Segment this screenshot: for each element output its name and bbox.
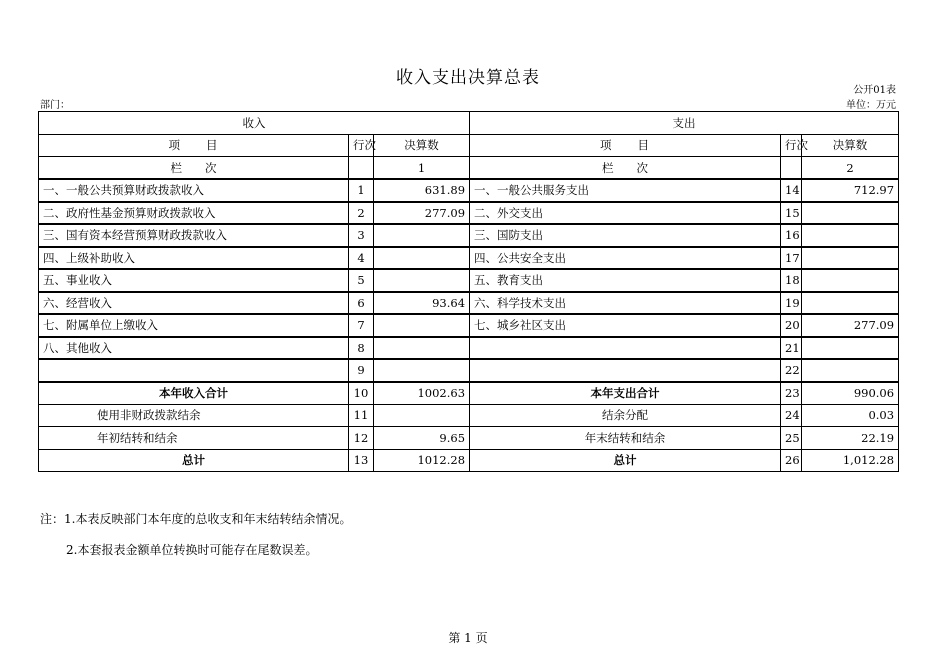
column-header-row [39,134,899,157]
carryover-row [39,427,899,450]
income-line-no: 3 [349,224,374,247]
page-number: 第 1 页 [448,631,488,645]
table-row [39,269,899,292]
income-item: 一、一般公共预算财政拨款收入 [39,179,349,202]
income-line-no: 9 [349,359,374,382]
income-column-number: 1 [374,157,470,180]
nonfiscal-surplus-row [39,404,899,427]
expense-column-number: 2 [802,157,899,180]
expense-amount [802,359,899,382]
income-annual-total-label: 本年收入合计 [39,382,349,405]
income-line-no: 8 [349,337,374,360]
income-item: 三、国有资本经营预算财政拨款收入 [39,224,349,247]
income-grand-total-label: 总计 [39,449,349,472]
expense-ending-carryover-line: 25 [781,427,802,450]
income-item: 五、事业收入 [39,269,349,292]
expense-amount [802,224,899,247]
expense-item [470,337,781,360]
expense-annual-total-label: 本年支出合计 [470,382,781,405]
expense-line-no: 21 [781,337,802,360]
expense-item [470,359,781,382]
income-item: 七、附属单位上缴收入 [39,314,349,337]
income-amount [374,247,470,270]
income-amount [374,359,470,382]
note-1: 注：1.本表反映部门本年度的总收支和年末结转结余情况。 [40,512,352,526]
expense-line-header: 行次 [781,134,802,157]
income-line-no: 6 [349,292,374,315]
expense-amount: 712.97 [802,179,899,202]
column-number-row [39,157,899,180]
expense-item: 五、教育支出 [470,269,781,292]
table-row [39,292,899,315]
income-item: 四、上级补助收入 [39,247,349,270]
income-amount [374,224,470,247]
income-line-no: 5 [349,269,374,292]
income-item: 二、政府性基金预算财政拨款收入 [39,202,349,225]
income-amount: 93.64 [374,292,470,315]
income-nonfiscal-surplus-line: 11 [349,404,374,427]
income-column-label: 栏 次 [39,157,349,180]
expense-amount: 277.09 [802,314,899,337]
table-row [39,224,899,247]
income-amount [374,337,470,360]
income-item: 八、其他收入 [39,337,349,360]
grand-total-row [39,449,899,472]
income-amount [374,314,470,337]
expense-grand-total-amount: 1,012.28 [802,449,899,472]
expense-surplus-allocation-amount: 0.03 [802,404,899,427]
expense-surplus-allocation-label: 结余分配 [470,404,781,427]
income-amount-header: 决算数 [374,134,470,157]
income-item [39,359,349,382]
income-beginning-carryover-line: 12 [349,427,374,450]
income-amount: 277.09 [374,202,470,225]
income-line-header: 行次 [349,134,374,157]
income-amount [374,269,470,292]
table-row [39,202,899,225]
table-row [39,179,899,202]
expense-grand-total-line: 26 [781,449,802,472]
section-header-row [39,112,899,135]
income-line-no: 7 [349,314,374,337]
expense-annual-total-amount: 990.06 [802,382,899,405]
income-beginning-carryover-amount: 9.65 [374,427,470,450]
expense-item: 二、外交支出 [470,202,781,225]
expense-amount-header: 决算数 [802,134,899,157]
income-grand-total-line: 13 [349,449,374,472]
expense-item: 六、科学技术支出 [470,292,781,315]
expense-line-no: 18 [781,269,802,292]
unit-label: 单位：万元 [846,100,896,111]
expense-line-no: 16 [781,224,802,247]
department-label: 部门： [40,100,70,111]
expense-line-no: 19 [781,292,802,315]
expense-annual-total-line: 23 [781,382,802,405]
form-code: 公开01表 [853,85,896,96]
income-amount: 631.89 [374,179,470,202]
income-annual-total-line: 10 [349,382,374,405]
income-line-no: 4 [349,247,374,270]
income-nonfiscal-surplus-amount [374,404,470,427]
income-annual-total-amount: 1002.63 [374,382,470,405]
expense-line-no: 14 [781,179,802,202]
table-row [39,314,899,337]
expense-amount [802,292,899,315]
income-beginning-carryover-label: 年初结转和结余 [39,427,349,450]
income-line-no: 1 [349,179,374,202]
page-title: 收入支出决算总表 [396,68,540,88]
table-row [39,359,899,382]
expense-amount [802,202,899,225]
expense-item: 七、城乡社区支出 [470,314,781,337]
expense-amount [802,247,899,270]
expense-ending-carryover-amount: 22.19 [802,427,899,450]
expense-item: 一、一般公共服务支出 [470,179,781,202]
income-grand-total-amount: 1012.28 [374,449,470,472]
expense-grand-total-label: 总计 [470,449,781,472]
expense-line-no: 15 [781,202,802,225]
expense-item: 四、公共安全支出 [470,247,781,270]
income-item: 六、经营收入 [39,292,349,315]
income-nonfiscal-surplus-label: 使用非财政拨款结余 [39,404,349,427]
expense-section-header: 支出 [470,112,899,135]
income-item-header: 项 目 [39,134,349,157]
annual-total-row [39,382,899,405]
expense-ending-carryover-label: 年末结转和结余 [470,427,781,450]
expense-column-line-blank [781,157,802,180]
income-section-header: 收入 [39,112,470,135]
income-line-no: 2 [349,202,374,225]
table-row [39,247,899,270]
expense-line-no: 17 [781,247,802,270]
expense-amount [802,337,899,360]
expense-amount [802,269,899,292]
expense-item-header: 项 目 [470,134,781,157]
table-row [39,337,899,360]
income-column-line-blank [349,157,374,180]
expense-line-no: 22 [781,359,802,382]
expense-item: 三、国防支出 [470,224,781,247]
expense-surplus-allocation-line: 24 [781,404,802,427]
expense-column-label: 栏 次 [470,157,781,180]
note-2: 2.本套报表金额单位转换时可能存在尾数误差。 [66,543,318,557]
income-expense-table [38,111,899,472]
expense-line-no: 20 [781,314,802,337]
